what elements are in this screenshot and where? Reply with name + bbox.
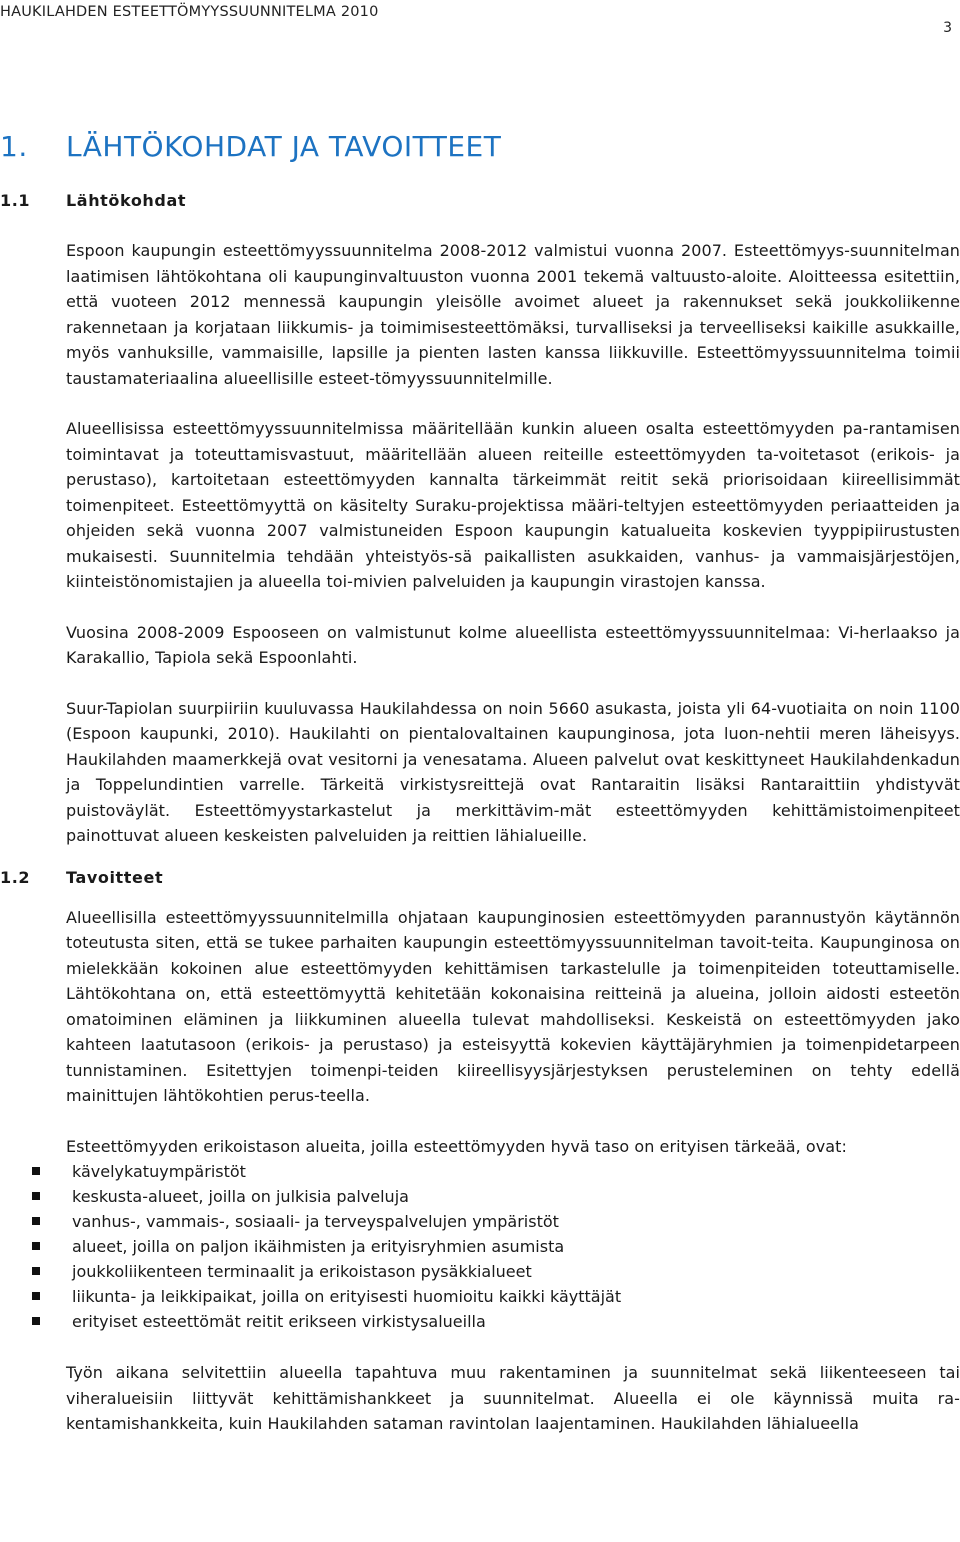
running-header: HAUKILAHDEN ESTEETTÖMYYSSUUNNITELMA 2010 xyxy=(0,4,379,20)
list-item: joukkoliikenteen terminaalit ja erikoistason pysäkkialueet xyxy=(0,1259,960,1284)
section-title: Tavoitteet xyxy=(66,867,164,887)
chapter-number: 1. xyxy=(0,130,28,163)
section-2-closing xyxy=(66,1360,960,1437)
bullet-square-icon xyxy=(32,1317,40,1325)
bullet-square-icon xyxy=(32,1242,40,1250)
chapter-heading xyxy=(0,128,960,166)
section-2-body xyxy=(66,905,960,1160)
bullet-square-icon xyxy=(32,1267,40,1275)
bullet-square-icon xyxy=(32,1292,40,1300)
list-item: keskusta-alueet, joilla on julkisia palveluja xyxy=(0,1184,960,1209)
list-item: liikunta- ja leikkipaikat, joilla on erityisesti huomioitu kaikki käyttäjät xyxy=(0,1284,960,1309)
bullet-square-icon xyxy=(32,1217,40,1225)
paragraph: Esteettömyyden erikoistason alueita, joilla esteettömyyden hyvä taso on erityisen tärkeää, ovat: xyxy=(66,1136,847,1156)
paragraph: Espoon kaupungin esteettömyyssuunnitelma 2008-2012 valmistui vuonna 2007. Esteettömyys-suunnitelman laatimisen lähtökohtana oli kaupunginvaltuuston vuonna 2001 tekemä valtuusto-aloite. Aloitteessa esitettiin, että vuoteen 2012 mennessä kaupungin yleisölle avoimet alueet ja rakennukset sekä joukkoliikenne rakennetaan ja korjataan liikkumis- ja toimimisesteettömäksi, turvalliseksi ja terveelliseksi kaikille asukkaille, myös vanhuksille, vammaisille, lapsille ja pienten lasten kanssa liikkuville. Esteettömyyssuunnitelma toimii taustamateriaalina alueellisille esteet-tömyyssuunnitelmille. xyxy=(66,241,960,388)
page-content xyxy=(0,128,960,1437)
section-heading-1-1 xyxy=(0,188,960,214)
section-1-body xyxy=(66,238,960,849)
section-heading-1-2 xyxy=(0,865,960,891)
paragraph: Alueellisilla esteettömyyssuunnitelmilla ohjataan kaupunginosien esteettömyyden parannustyön käytännön toteutusta siten, että se tukee parhaiten kaupungin esteettömyyssuunnitelman tavoit-teita. Kaupunginosa on mielekkään kokoinen alue esteettömyyden kehittämisen tarkastelulle ja toimenpiteiden toteuttamiselle. Lähtökohtana on, että esteettömyyttä kehitetään kokonaisina reitteinä ja alueina, jolloin aidosti esteetön omatoiminen eläminen ja liikkuminen alueella tulevat mahdolliseksi. Keskeistä on esteettömyyden jako kahteen laatutasoon (erikois- ja perustaso) ja esteisyyttä kokevien käyttäjäryhmien ja toimenpidetarpeen tunnistaminen. Esitettyjen toimenpi-teiden kiireellisyysjärjestyksen perusteleminen on tehty edellä mainittujen lähtökohtien perus-teella. xyxy=(66,907,960,1105)
bullet-square-icon xyxy=(32,1192,40,1200)
section-number: 1.2 xyxy=(0,867,31,887)
section-title: Lähtökohdat xyxy=(66,191,187,210)
section-number: 1.1 xyxy=(0,191,31,210)
list-item: vanhus-, vammais-, sosiaali- ja terveyspalvelujen ympäristöt xyxy=(0,1209,960,1234)
paragraph: Suur-Tapiolan suurpiiriin kuuluvassa Haukilahdessa on noin 5660 asukasta, joista yli 64-vuotiaita on noin 1100 (Espoon kaupunki, 2010). Haukilahti on pientalovaltainen kaupunginosa, jota luon-nehtii meren läheisyys. Haukilahden maamerkkejä ovat vesitorni ja venesatama. Alueen palvelut ovat keskittyneet Haukilahdenkadun ja Toppelundintien varrelle. Tärkeitä virkistysreittejä ovat Rantaraitin lisäksi Rantaraittiin yhdistyvät puistoväylät. Esteettömyystarkastelut ja merkittävim-mät esteettömyyden kehittämistoimenpiteet painottuvat alueen keskeisten palveluiden ja reittien lähialueille. xyxy=(66,698,960,845)
list-item: kävelykatuympäristöt xyxy=(0,1159,960,1184)
page-number: 3 xyxy=(943,20,952,36)
bullet-square-icon xyxy=(32,1167,40,1175)
chapter-title: LÄHTÖKOHDAT JA TAVOITTEET xyxy=(66,130,502,163)
list-item: alueet, joilla on paljon ikäihmisten ja erityisryhmien asumista xyxy=(0,1234,960,1259)
bullet-list xyxy=(0,1159,960,1334)
paragraph: Alueellisissa esteettömyyssuunnitelmissa määritellään kunkin alueen osalta esteettömyyden pa-rantamisen toimintavat ja toteuttamisvastuut, määritellään alueen reiteille esteettömyyden ta-voitetasot (erikois- ja perustaso), kartoitetaan esteettömyyden kannalta tärkeimmät reitit sekä priorisoidaan kiireellisimmät toimenpiteet. Esteettömyyttä on käsitelty Suraku-projektissa määri-teltyjen esteettömyyden periaatteiden ja ohjeiden sekä vuonna 2007 valmistuneiden Espoon kaupungin katualueita koskevien tyyppipiirustusten mukaisesti. Suunnitelmia tehdään yhteistyös-sä paikallisten asukkaiden, vanhus- ja vammaisjärjestöjen, kiinteistönomistajien ja alueella toi-mivien palveluiden ja kaupungin virastojen kanssa. xyxy=(66,419,960,591)
list-item: erityiset esteettömät reitit erikseen virkistysalueilla xyxy=(0,1309,960,1334)
paragraph: Työn aikana selvitettiin alueella tapahtuva muu rakentaminen ja suunnitelmat sekä liikenteeseen tai viheralueisiin liittyvät kehittämishankkeet ja suunnitelmat. Alueella ei ole käynnissä muita ra-kentamishankkeita, kuin Haukilahden sataman ravintolan laajentaminen. Haukilahden lähialueella xyxy=(66,1363,960,1433)
paragraph: Vuosina 2008-2009 Espooseen on valmistunut kolme alueellista esteettömyyssuunnitelmaa: Vi-herlaakso ja Karakallio, Tapiola sekä Espoonlahti. xyxy=(66,622,960,667)
